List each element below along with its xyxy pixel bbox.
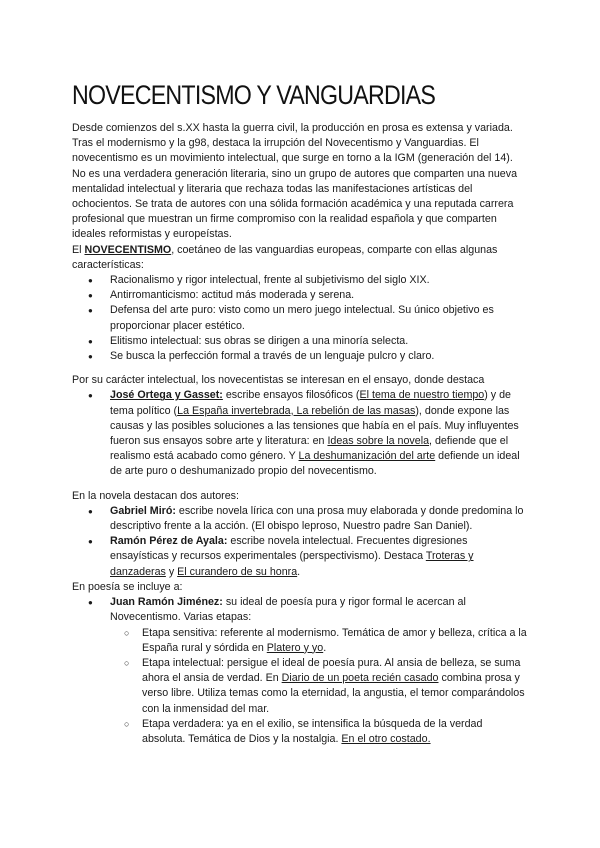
novecentismo-intro: El NOVECENTISMO, coetáneo de las vanguardias europeas, comparte con ellas algunas características: [72,243,498,271]
author-name: José Ortega y Gasset: [110,389,223,402]
list-item: ● Defensa del arte puro: visto como un mero juego intelectual. Su único objetivo es proporcionar placer estético. [72,303,528,333]
work-title: El tema de nuestro tiempo [359,389,485,402]
list-item-ayala: ● Ramón Pérez de Ayala: escribe novela intelectual. Frecuentes digresiones ensayísticas y recursos experimentales (perspectivismo). Destaca Troteras y danzaderas y El curandero de su honra. [72,534,528,580]
work-title: Platero y yo [266,641,324,654]
list-item-jimenez: ● Juan Ramón Jiménez: su ideal de poesía pura y rigor formal le acercan al Novecentismo. Varias etapas: ○ Etapa sensitiva: referente al modernismo. Temática de amor y belleza, crítica a la España rural y sórdida en Platero y yo. ○ Etapa intelectual: persigue el ideal de poesía pura. Al ansia de belleza, se suma ahora el ansia de verdad. En Diario de un poeta recién casado combina prosa y verso libre. Utiliza temas como la eternidad, la angustia, el temor comparándolos con la inmensidad del mar. ○ Etapa verdadera: ya en el exilio, se intensifica la búsqueda de la verdad absoluta. Temática de Dios y la nostalgia. En el otro costado. [72,595,528,747]
novel-intro: En la novela destacan dos autores: [72,489,239,502]
work-title: Ideas sobre la novela [327,435,430,448]
work-title: Diario de un poeta recién casado [281,672,439,685]
list-item: ● Se busca la perfección formal a través de un lenguaje pulcro y claro. [72,349,528,364]
author-name: Gabriel Miró: [110,504,176,517]
stages-list [72,626,528,748]
work-title: En el otro costado. [341,732,431,745]
author-name: Ramón Pérez de Ayala: [110,535,228,548]
novecentismo-term: NOVECENTISMO [84,243,172,256]
list-item: ● Antirromanticismo: actitud más moderada y serena. [72,288,528,303]
list-item-miro: ● Gabriel Miró: escribe novela lírica con una prosa muy elaborada y donde predomina lo descriptivo frente a la acción. (El obispo leproso, Nuestro padre San Daniel). [72,504,528,534]
intro-paragraph: Desde comienzos del s.XX hasta la guerra civil, la producción en prosa es extensa y variada. Tras el modernismo y la g98, destaca la irrupción del Novecentismo y Vanguardias. El novecentismo es un movimiento intelectual, que surge en torno a la IGM (generación del 14). No es una verdadera generación literaria, sino un grupo de autores que comparten una nueva mentalidad intelectual y literaria que rechaza todas las manifestaciones artísticas del ochocientos. Se trata de autores con una sólida formación académica y una reputada carrera profesional que muestran un firme compromiso con la realidad española y que comparten ideales reformistas y europeístas. [72,122,518,241]
work-title: Troteras y danzaderas [110,550,474,578]
list-item-ortega: ● José Ortega y Gasset: escribe ensayos filosóficos (El tema de nuestro tiempo) y de tema político (La España invertebrada, La rebelión de las masas), donde expone las causas y las posibles soluciones a las tensiones que había en el país. Muy influyentes fueron sus ensayos sobre arte y literatura: en Ideas sobre la novela, defiende que el realismo está acabado como género. Y La deshumanización del arte defiende un ideal de arte puro o deshumanizado propio del novecentismo. [72,388,528,479]
poetry-intro: En poesía se incluye a: [72,580,183,593]
novel-list [72,504,528,580]
stage-item: ○ Etapa intelectual: persigue el ideal de poesía pura. Al ansia de belleza, se suma ahora el ansia de verdad. En Diario de un poeta recién casado combina prosa y verso libre. Utiliza temas como la eternidad, la angustia, el temor comparándolos con la inmensidad del mar. [72,656,528,717]
essay-intro: Por su carácter intelectual, los novecentistas se interesan en el ensayo, donde destaca [72,374,485,387]
document-body [72,121,528,747]
list-item: ● Elitismo intelectual: sus obras se dirigen a una minoría selecta. [72,334,528,349]
author-name: Juan Ramón Jiménez: [110,596,223,609]
list-item: ● Racionalismo y rigor intelectual, frente al subjetivismo del siglo XIX. [72,273,528,288]
work-title: La deshumanización del arte [298,450,436,463]
work-title: El curandero de su honra [177,565,298,578]
characteristics-list [72,273,528,364]
page-title: NOVECENTISMO Y VANGUARDIAS [72,80,436,110]
stage-item: ○ Etapa verdadera: ya en el exilio, se intensifica la búsqueda de la verdad absoluta. Temática de Dios y la nostalgia. En el otro costado. [72,717,528,747]
stage-item: ○ Etapa sensitiva: referente al modernismo. Temática de amor y belleza, crítica a la España rural y sórdida en Platero y yo. [72,626,528,656]
essay-list [72,388,528,479]
work-title: La España invertebrada, La rebelión de las masas [177,404,416,417]
poetry-list [72,595,528,747]
